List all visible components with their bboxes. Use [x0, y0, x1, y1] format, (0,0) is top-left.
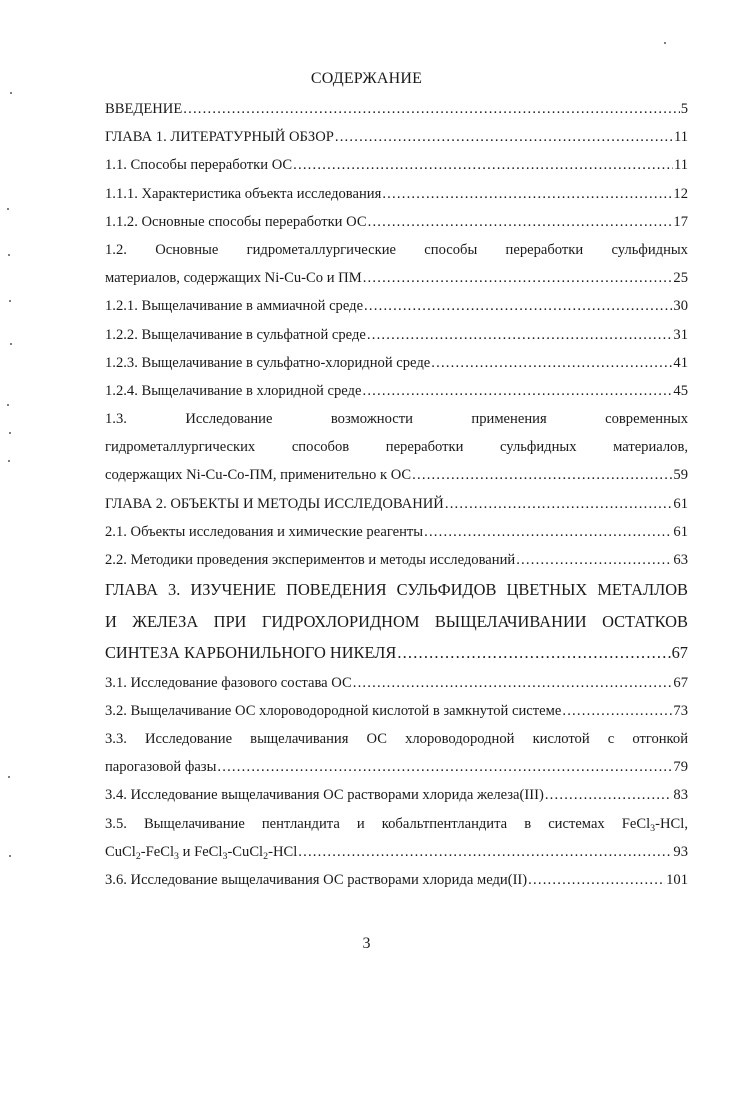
- dot-leader: [293, 151, 673, 179]
- toc-entry-text: 1.1.2. Основные способы переработки ОС: [105, 213, 367, 230]
- toc-page-number: 73: [673, 702, 688, 719]
- toc-entry-chapter-2: [105, 490, 688, 518]
- dot-leader: [382, 180, 672, 208]
- toc-page-number: 79: [673, 759, 688, 776]
- toc-page-number: 11: [673, 157, 688, 174]
- toc-entry-3-6: [105, 866, 688, 894]
- toc-entry-3-5-line-1: 3.5. Выщелачивание пентландита и кобальтпентландита в системах FeCl$_3$-HCl,: [105, 815, 688, 834]
- toc-entry-text: 1.2.2. Выщелачивание в сульфатной среде: [105, 326, 366, 343]
- toc-page-number: 12: [673, 185, 688, 202]
- toc-entry-1-1-2: [105, 208, 688, 236]
- scan-speck: [8, 776, 10, 778]
- toc-entry-1-1: [105, 151, 688, 179]
- toc-entry-intro: [105, 95, 688, 123]
- toc-page-number: 41: [673, 354, 688, 371]
- toc-entry-1-2-line-2: [105, 264, 688, 292]
- scan-speck: [9, 432, 11, 434]
- scan-speck: [9, 300, 11, 302]
- toc-entry-chapter-3-line-3: [105, 637, 688, 669]
- toc-entry-3-3-line-2: [105, 753, 688, 781]
- toc-entry-1-2-2: [105, 321, 688, 349]
- toc-entry-3-3-line-1: 3.3. Исследование выщелачивания ОС хлороводородной кислотой с отгонкой: [105, 731, 689, 748]
- toc-entry-3-4: [105, 781, 688, 809]
- toc-entry-text: 1.2.1. Выщелачивание в аммиачной среде: [105, 298, 364, 315]
- scan-speck: [9, 855, 11, 857]
- toc-page-number: 5: [680, 101, 688, 117]
- dot-leader: [562, 697, 672, 725]
- chemical-formula: FeCl$_3$-HCl,: [621, 815, 688, 834]
- dot-leader: [367, 321, 673, 349]
- dot-leader: [363, 264, 673, 292]
- toc-entry-text: парогазовой фазы: [105, 759, 217, 776]
- dot-leader: [424, 518, 672, 546]
- toc-page-number: 11: [673, 129, 688, 146]
- toc-page-number: 101: [666, 872, 688, 888]
- toc-entry-1-2-1: [105, 292, 688, 320]
- toc-page-number: 67: [671, 643, 688, 663]
- toc-entry-2-2: [105, 546, 688, 574]
- toc-entry-1-3-line-1: 1.3. Исследование возможности применения современных: [105, 411, 688, 428]
- toc-page-number: 30: [673, 298, 688, 315]
- chemical-formula: CuCl$_2$-FeCl$_3$ и FeCl$_3$-CuCl$_2$-HCl: [105, 843, 298, 862]
- toc-entry-1-2-4: [105, 377, 688, 405]
- dot-leader: [445, 490, 673, 518]
- toc-entry-text: 2.2. Методики проведения экспериментов и методы исследований: [105, 552, 516, 568]
- toc-entry-text: 3.2. Выщелачивание ОС хлороводородной кислотой в замкнутой системе: [105, 702, 562, 719]
- toc-entry-chapter-3-line-2: И ЖЕЛЕЗА ПРИ ГИДРОХЛОРИДНОМ ВЫЩЕЛАЧИВАНИИ ОСТАТКОВ: [105, 611, 688, 631]
- dot-leader: [412, 461, 672, 489]
- toc-entry-chapter-3-line-1: ГЛАВА 3. ИЗУЧЕНИЕ ПОВЕДЕНИЯ СУЛЬФИДОВ ЦВЕТНЫХ МЕТАЛЛОВ: [105, 580, 688, 600]
- toc-page-number: 45: [673, 382, 688, 399]
- scan-speck: [8, 460, 10, 462]
- toc-page-number: 63: [673, 552, 688, 568]
- toc-page-number: 61: [673, 495, 688, 512]
- toc-page-number: 61: [673, 523, 688, 540]
- toc-page-number: 25: [673, 270, 688, 287]
- toc-entry-text: 1.1. Способы переработки ОС: [105, 157, 293, 174]
- toc-page-number: 17: [673, 213, 688, 230]
- toc-entry-text: 3.6. Исследование выщелачивания ОС растворами хлорида меди(II): [105, 872, 528, 888]
- toc-entry-text: ГЛАВА 2. ОБЪЕКТЫ И МЕТОДЫ ИССЛЕДОВАНИЙ: [105, 495, 444, 512]
- toc-entry-1-3-line-2: гидрометаллургических способов переработки сульфидных материалов,: [105, 439, 689, 456]
- table-of-contents: [105, 95, 688, 894]
- scan-speck: [10, 92, 12, 94]
- toc-page-number: 59: [673, 467, 688, 484]
- toc-entry-text: 1.1.1. Характеристика объекта исследования: [105, 185, 382, 202]
- dot-leader: [431, 349, 672, 377]
- toc-entry-chapter-1: [105, 123, 688, 151]
- scan-speck: [8, 254, 10, 256]
- toc-entry-text: 1.2.4. Выщелачивание в хлоридной среде: [105, 382, 362, 399]
- dot-leader: [528, 866, 665, 894]
- dot-leader: [516, 546, 672, 574]
- toc-entry-text: 2.1. Объекты исследования и химические реагенты: [105, 523, 424, 540]
- toc-entry-3-2: [105, 697, 688, 725]
- dot-leader: [335, 123, 673, 151]
- toc-entry-1-1-1: [105, 180, 688, 208]
- toc-entry-2-1: [105, 518, 688, 546]
- toc-entry-3-5-line-2: [105, 838, 688, 866]
- toc-entry-text: 1.2.3. Выщелачивание в сульфатно-хлоридной среде: [105, 354, 431, 371]
- scan-speck: [664, 42, 666, 44]
- toc-entry-text: материалов, содержащих Ni-Cu-Co и ПМ: [105, 270, 362, 287]
- toc-page-number: 93: [673, 843, 688, 860]
- dot-leader: [217, 753, 672, 781]
- toc-page-number: 67: [673, 674, 688, 691]
- toc-entry-text: ГЛАВА 1. ЛИТЕРАТУРНЫЙ ОБЗОР: [105, 129, 334, 146]
- dot-leader: [545, 781, 673, 809]
- toc-entry-1-2-line-1: 1.2. Основные гидрометаллургические способы переработки сульфидных: [105, 241, 688, 258]
- scan-speck: [7, 208, 9, 210]
- page-title: СОДЕРЖАНИЕ: [310, 70, 423, 87]
- dot-leader: [397, 637, 670, 669]
- toc-entry-text: 3.4. Исследование выщелачивания ОС растворами хлорида железа(III): [105, 787, 544, 804]
- dot-leader: [298, 838, 672, 866]
- dot-leader: [362, 377, 672, 405]
- scan-speck: [7, 404, 9, 406]
- scan-speck: [10, 343, 12, 345]
- dot-leader: [353, 669, 673, 697]
- toc-entry-text: 3.1. Исследование фазового состава ОС: [105, 674, 352, 691]
- dot-leader: [368, 208, 673, 236]
- page-number: 3: [362, 935, 371, 952]
- toc-entry-1-2-3: [105, 349, 688, 377]
- toc-entry-text: СИНТЕЗА КАРБОНИЛЬНОГО НИКЕЛЯ: [105, 643, 397, 663]
- toc-entry-1-3-line-3: [105, 461, 688, 489]
- dot-leader: [183, 95, 679, 123]
- toc-entry-3-1: [105, 669, 688, 697]
- toc-entry-text: ВВЕДЕНИЕ: [105, 101, 183, 117]
- toc-entry-text: содержащих Ni-Cu-Co-ПМ, применительно к ОС: [105, 467, 412, 484]
- toc-page-number: 83: [673, 787, 688, 804]
- toc-page-number: 31: [673, 326, 688, 343]
- dot-leader: [364, 292, 672, 320]
